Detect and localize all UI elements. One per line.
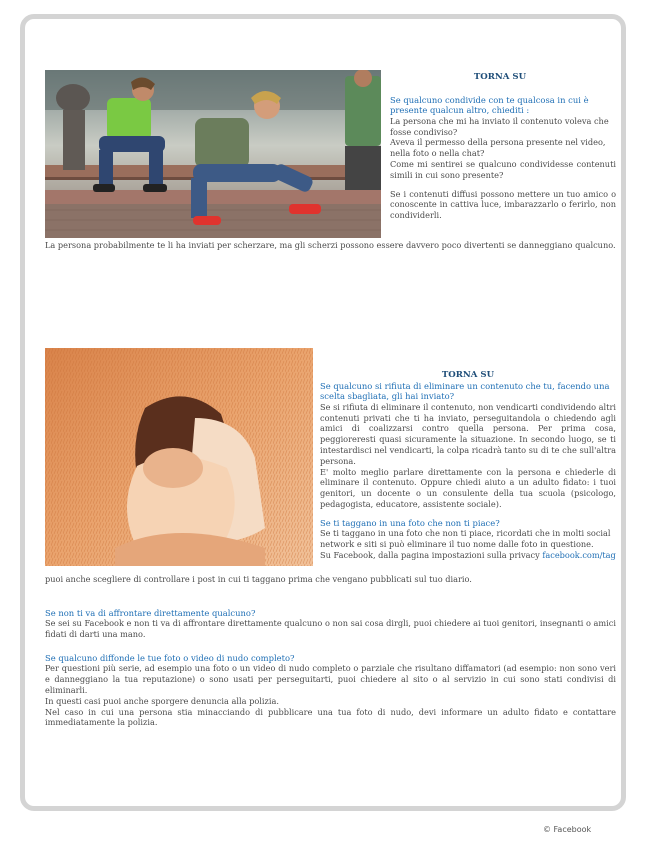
photo-sad-girl (45, 348, 313, 566)
section4-question: Se qualcuno diffonde le tue foto o video di nudo completo? (45, 653, 295, 663)
footer-copyright: © Facebook (543, 825, 592, 834)
section2-paragraph-2: E' molto meglio parlare direttamente con la persona e chiederle di eliminare il contenuto. Oppure chiedi aiuto a un adulto fidato: i tuoi genitori, un docente o un consulente della tua scuola (psicologo, pedagogista, educatore, assistente sociale). (320, 466, 616, 509)
photo-teens-on-phones (45, 70, 381, 238)
section2-paragraph-1: Se si rifiuta di eliminare il contenuto, non vendicarti condividendo altri contenuti privati che ti ha inviato, perseguitandola o chiedendo agli amici di coalizzarsi contro quella persona. Per prima cosa, peggioreresti quasi sicuramente la situazione. In secondo luogo, se ti intestardisci nel vendicarti, la colpa ricadrà tanto su di te che sull'altra persona. (320, 401, 616, 466)
section3 (45, 608, 616, 640)
tag-paragraph-2-prefix: Su Facebook, dalla pagina impostazioni sulla privacy (320, 549, 543, 560)
section1-paragraph: Se i contenuti diffusi possono mettere un tuo amico o conoscente in cattiva luce, imbarazzarlo o ferirlo, non condividerli. (390, 188, 616, 221)
section1-line-3: Come mi sentirei se qualcuno condividesse contenuti simili in cui sono presente? (390, 159, 616, 180)
facebook-tag-link[interactable]: facebook.com/tag (542, 549, 616, 560)
section1-line-2: Aveva il permesso della persona presente nel video, nella foto o nella chat? (390, 137, 606, 159)
tag-paragraph-1: Se ti taggano in una foto che non ti piace, ricordati che in molti social network e siti si può eliminare il tuo nome dalle foto in questione. (320, 528, 611, 549)
section1-text (390, 95, 616, 221)
tag-question: Se ti taggano in una foto che non ti piace? (320, 517, 500, 528)
photo-teens-svg (45, 70, 381, 238)
section4-paragraph-1: Per questioni più serie, ad esempio una foto o un video di nudo completo o parziale che risultano diffamatori (ad esempio: non sono veri e danneggiano la tua reputazione) o sono usati per perseguitarti, puoi chiedere al sito o al servizio in cui sono stati condivisi di eliminarli. (45, 663, 616, 695)
section1-question: Se qualcuno condivide con te qualcosa in cui è presente qualcun altro, chiediti : (390, 95, 589, 116)
section3-text: Se sei su Facebook e non ti va di affrontare direttamente qualcuno o non sai cosa dirgli, puoi chiedere ai tuoi genitori, insegnanti o amici fidati di darti una mano. (45, 618, 616, 640)
section1-line-1: La persona che mi ha inviato il contenuto voleva che fosse condiviso? (390, 115, 609, 137)
back-to-top-link-2[interactable]: TORNA SU (441, 370, 495, 380)
tag-full-line: puoi anche scegliere di controllare i post in cui ti taggano prima che vengano pubblicati sul tuo diario. (45, 574, 472, 584)
section3-question: Se non ti va di affrontare direttamente qualcuno? (45, 608, 256, 618)
section1-full-line: La persona probabilmente te li ha inviati per scherzare, ma gli scherzi possono essere davvero poco divertenti se danneggiano qualcuno. (45, 240, 616, 250)
section2-question: Se qualcuno si rifiuta di eliminare un contenuto che tu, facendo una scelta sbagliata, gli hai inviato? (320, 381, 610, 402)
section4-paragraph-2: In questi casi puoi anche sporgere denuncia alla polizia. (45, 695, 279, 706)
section4-paragraph-3: Nel caso in cui una persona stia minacciando di pubblicare una tua foto di nudo, devi informare un adulto fidato e contattare immediatamente la polizia. (45, 706, 616, 728)
photo-sad-girl-svg (45, 348, 313, 566)
section2-text (320, 381, 616, 561)
back-to-top-link-1[interactable]: TORNA SU (473, 72, 527, 82)
tag-paragraph-2 (320, 550, 616, 561)
section4 (45, 653, 616, 728)
